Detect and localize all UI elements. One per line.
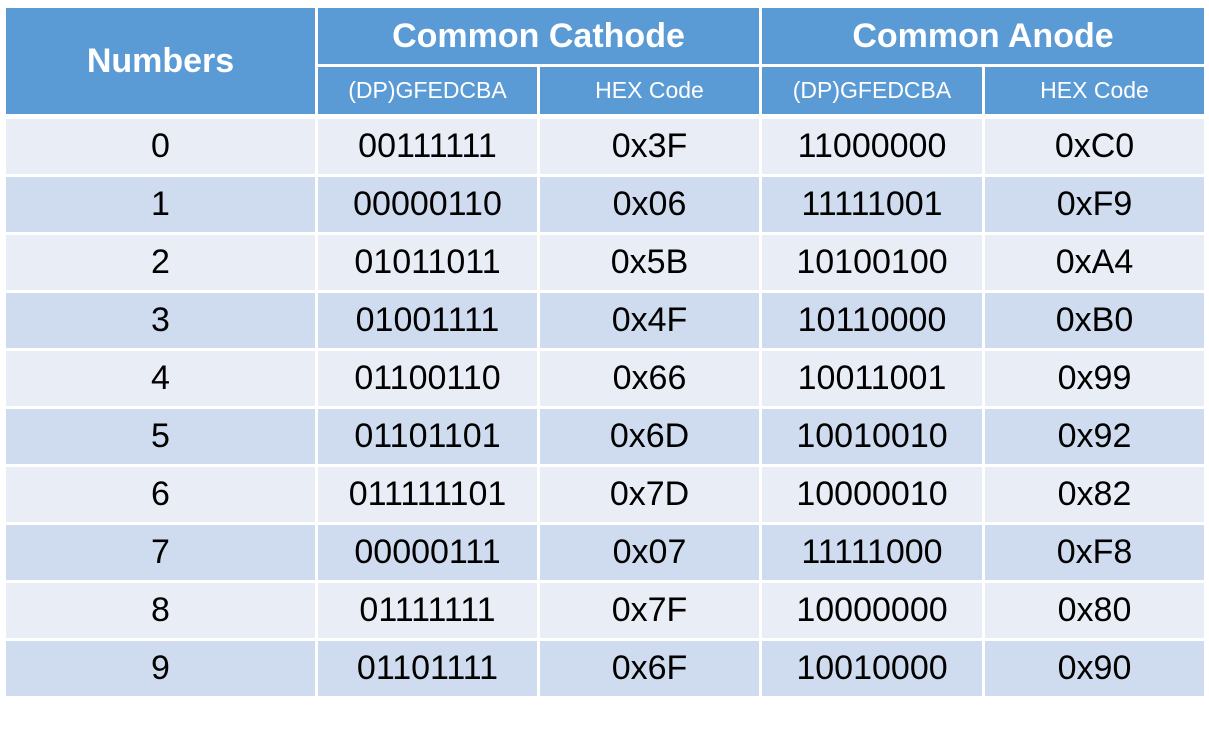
table-body <box>5 117 1206 698</box>
cell-cathode-hex: 0x06 <box>539 176 761 234</box>
cell-cathode-hex: 0x07 <box>539 524 761 582</box>
cell-cathode-bits: 011111101 <box>317 466 539 524</box>
cell-cathode-bits: 00000111 <box>317 524 539 582</box>
cell-cathode-hex: 0x3F <box>539 117 761 176</box>
cell-number: 9 <box>5 640 317 698</box>
cell-number: 6 <box>5 466 317 524</box>
cell-cathode-bits: 01101111 <box>317 640 539 698</box>
cell-anode-bits: 11111000 <box>761 524 984 582</box>
cell-anode-hex: 0x99 <box>984 350 1206 408</box>
table-row <box>5 350 1206 408</box>
cell-cathode-bits: 01011011 <box>317 234 539 292</box>
cell-anode-hex: 0x92 <box>984 408 1206 466</box>
cell-number: 2 <box>5 234 317 292</box>
cell-cathode-hex: 0x7D <box>539 466 761 524</box>
table-row <box>5 292 1206 350</box>
cell-anode-hex: 0xB0 <box>984 292 1206 350</box>
cell-anode-bits: 10010000 <box>761 640 984 698</box>
cell-number: 5 <box>5 408 317 466</box>
cell-cathode-bits: 01111111 <box>317 582 539 640</box>
cell-cathode-hex: 0x7F <box>539 582 761 640</box>
cell-cathode-bits: 00111111 <box>317 117 539 176</box>
cell-anode-bits: 10000010 <box>761 466 984 524</box>
cell-cathode-hex: 0x6D <box>539 408 761 466</box>
cell-anode-bits: 11111001 <box>761 176 984 234</box>
cell-number: 0 <box>5 117 317 176</box>
cell-cathode-hex: 0x6F <box>539 640 761 698</box>
table-row <box>5 640 1206 698</box>
cell-anode-bits: 10100100 <box>761 234 984 292</box>
table-row <box>5 466 1206 524</box>
cell-anode-bits: 10010010 <box>761 408 984 466</box>
header-common-cathode: Common Cathode <box>317 7 761 66</box>
header-anode-bits: (DP)GFEDCBA <box>761 66 984 117</box>
cell-anode-bits: 10110000 <box>761 292 984 350</box>
header-cathode-hex: HEX Code <box>539 66 761 117</box>
cell-anode-bits: 10011001 <box>761 350 984 408</box>
cell-cathode-hex: 0x66 <box>539 350 761 408</box>
cell-anode-hex: 0x90 <box>984 640 1206 698</box>
cell-anode-hex: 0xC0 <box>984 117 1206 176</box>
table-row <box>5 117 1206 176</box>
cell-anode-hex: 0x82 <box>984 466 1206 524</box>
cell-cathode-bits: 00000110 <box>317 176 539 234</box>
header-common-anode: Common Anode <box>761 7 1206 66</box>
table-row <box>5 176 1206 234</box>
cell-anode-hex: 0xF8 <box>984 524 1206 582</box>
header-row-main <box>5 7 1206 66</box>
cell-cathode-bits: 01100110 <box>317 350 539 408</box>
header-anode-hex: HEX Code <box>984 66 1206 117</box>
cell-anode-bits: 11000000 <box>761 117 984 176</box>
cell-anode-hex: 0xF9 <box>984 176 1206 234</box>
table-row <box>5 234 1206 292</box>
table-row <box>5 524 1206 582</box>
cell-anode-bits: 10000000 <box>761 582 984 640</box>
cell-cathode-bits: 01101101 <box>317 408 539 466</box>
table-row <box>5 408 1206 466</box>
table-row <box>5 582 1206 640</box>
cell-number: 3 <box>5 292 317 350</box>
header-numbers: Numbers <box>5 7 317 117</box>
seven-segment-code-table <box>3 5 1207 699</box>
seven-segment-table-container <box>3 5 1204 699</box>
cell-number: 1 <box>5 176 317 234</box>
cell-number: 8 <box>5 582 317 640</box>
cell-anode-hex: 0xA4 <box>984 234 1206 292</box>
cell-anode-hex: 0x80 <box>984 582 1206 640</box>
table-header <box>5 7 1206 117</box>
cell-cathode-bits: 01001111 <box>317 292 539 350</box>
cell-number: 4 <box>5 350 317 408</box>
cell-number: 7 <box>5 524 317 582</box>
cell-cathode-hex: 0x4F <box>539 292 761 350</box>
header-cathode-bits: (DP)GFEDCBA <box>317 66 539 117</box>
cell-cathode-hex: 0x5B <box>539 234 761 292</box>
